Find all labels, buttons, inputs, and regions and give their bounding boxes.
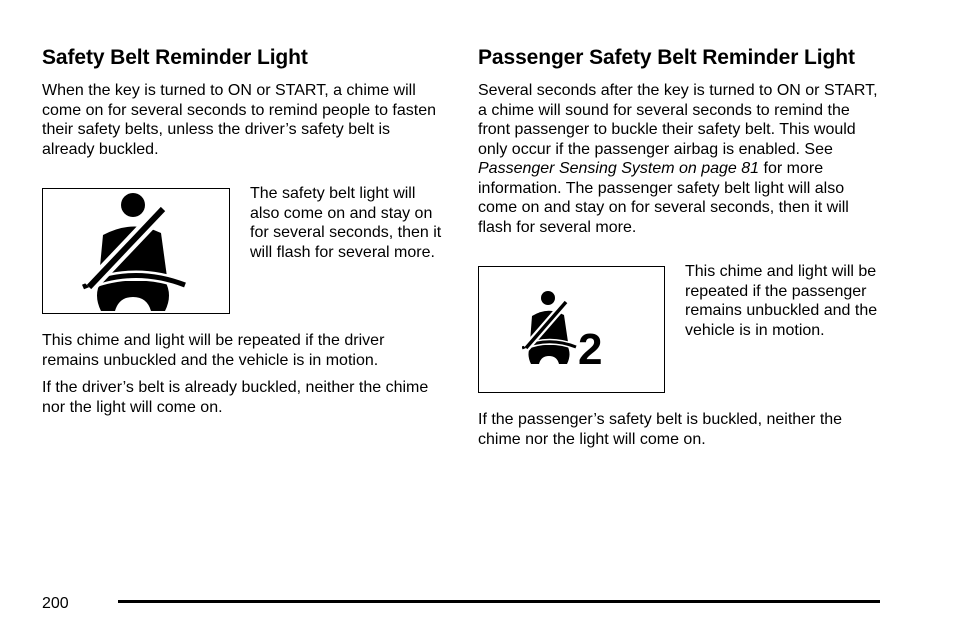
passenger-intro-text: Several seconds after the key is turned to ON or START, a chime will sound for several seconds to remind the front passenger to buckle their safety belt. This would only occur if the passenger airbag is enabled. See bbox=[478, 82, 878, 158]
footer-rule bbox=[118, 600, 880, 603]
passenger-safety-belt-figure bbox=[478, 263, 878, 393]
safety-belt-figure bbox=[42, 185, 442, 314]
passenger-figure-caption: This chime and light will be repeated if the passenger remains unbuckled and the vehicle is in motion. bbox=[685, 263, 878, 339]
safety-belt-intro-paragraph: When the key is turned to ON or START, a chime will come on for several seconds to remind people to fasten their safety belts, unless the driver’s safety belt is already buckled. bbox=[42, 82, 436, 158]
driver-buckled-paragraph: If the driver’s belt is already buckled, neither the chime nor the light will come on. bbox=[42, 379, 429, 416]
safety-belt-figure-caption: The safety belt light will also come on and stay on for several seconds, then it will flash for several more. bbox=[250, 185, 442, 261]
passenger-sensing-reference: Passenger Sensing System on page 81 bbox=[478, 160, 760, 177]
right-column bbox=[478, 44, 878, 449]
passenger-seat-number: 2 bbox=[577, 324, 602, 370]
passenger-safety-belt-heading: Passenger Safety Belt Reminder Light bbox=[478, 46, 855, 69]
passenger-safety-belt-icon-frame bbox=[478, 266, 665, 393]
passenger-intro-text-continued: for more information. The passenger safety belt light will also come on and stay on for several seconds, then it will flash for several more. bbox=[478, 160, 849, 236]
safety-belt-icon bbox=[81, 191, 191, 311]
left-column bbox=[42, 44, 442, 417]
page-number: 200 bbox=[42, 595, 69, 612]
safety-belt-icon-frame bbox=[42, 188, 230, 314]
passenger-intro-paragraph bbox=[478, 81, 878, 237]
safety-belt-reminder-heading: Safety Belt Reminder Light bbox=[42, 46, 308, 69]
passenger-safety-belt-icon bbox=[522, 290, 622, 370]
passenger-buckled-paragraph: If the passenger’s safety belt is buckled, neither the chime nor the light will come on. bbox=[478, 411, 843, 448]
driver-repeat-paragraph: This chime and light will be repeated if the driver remains unbuckled and the vehicle is in motion. bbox=[42, 332, 385, 369]
